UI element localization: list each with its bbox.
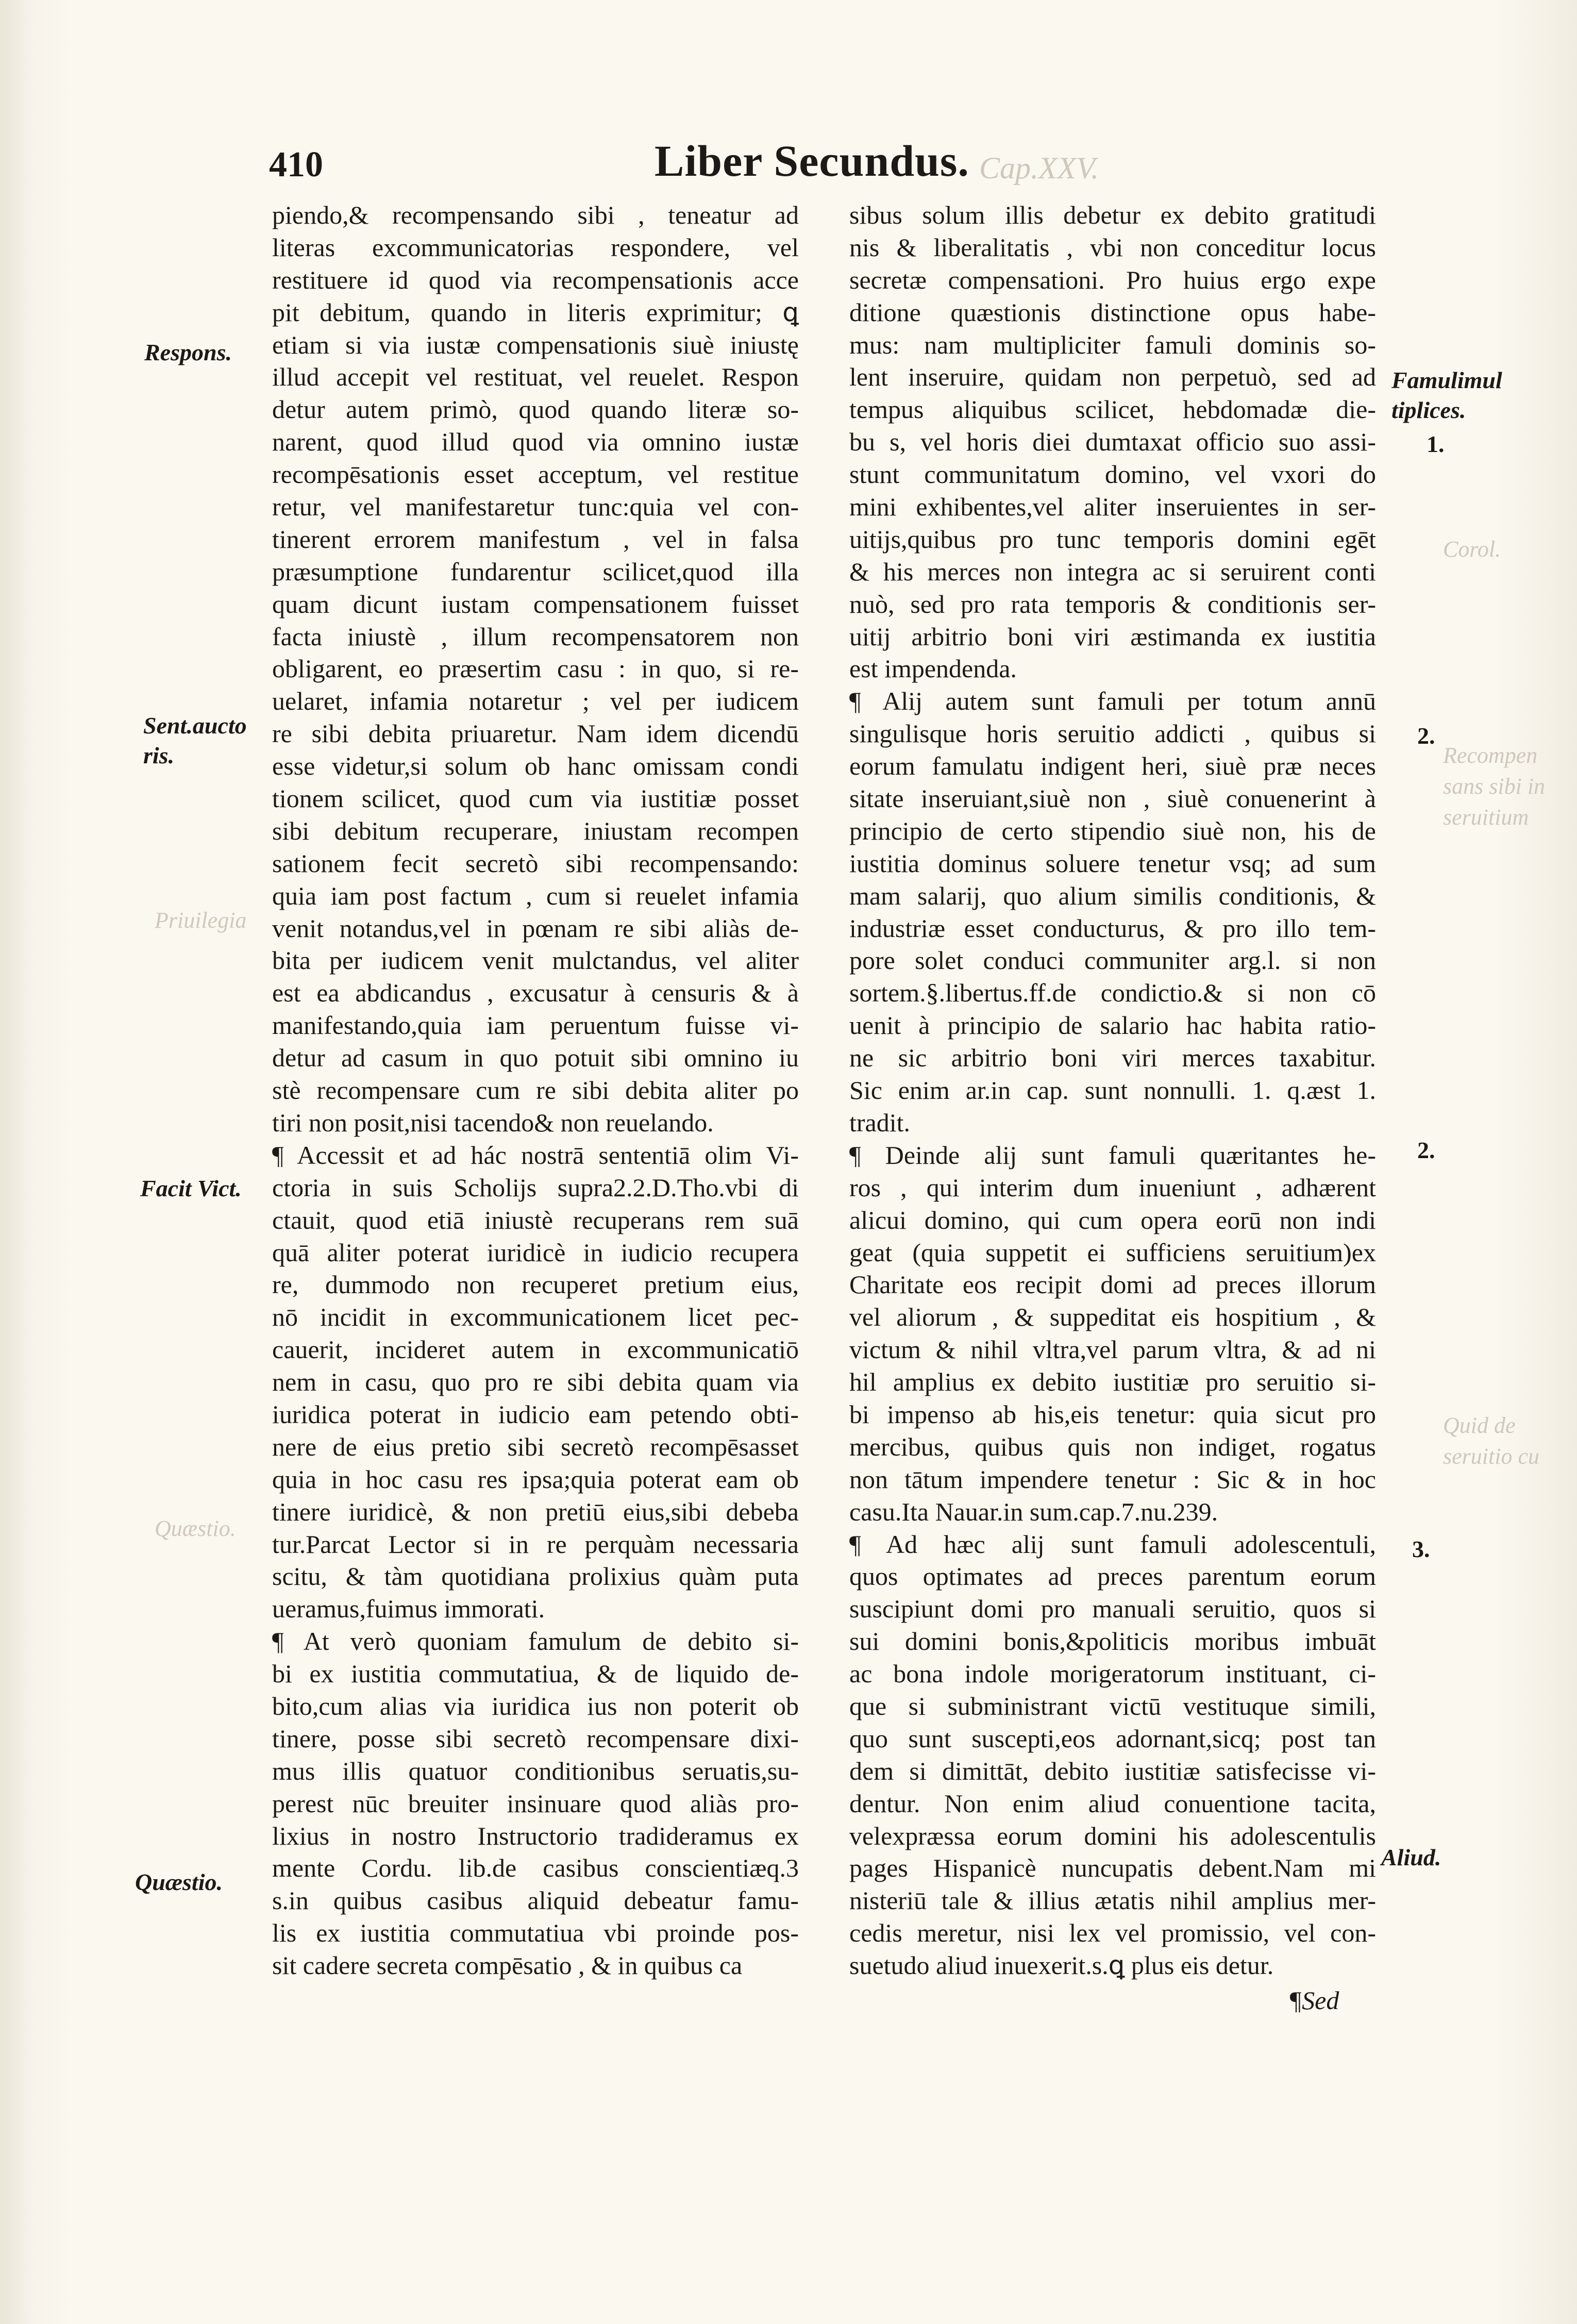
text-line: stunt communitatum domino, vel vxori do <box>849 460 1376 489</box>
text-line: non tātum impendere tenetur : Sic & in hoc <box>849 1464 1376 1494</box>
folio-number: 410 <box>269 145 323 185</box>
margin-note-quaestio: Quæstio. <box>135 1869 223 1895</box>
text-line: retur, vel manifestaretur tunc:quia vel con- <box>272 492 799 522</box>
text-line: re sibi debita priuaretur. Nam idem dicendū <box>272 719 799 748</box>
text-line: ne sic arbitrio boni viri merces taxabitur. <box>849 1043 1376 1073</box>
text-line: quo sunt suscepti,eos adornant,sicq; post tan <box>849 1724 1376 1753</box>
text-line: pore solet conduci communiter arg.l. si non <box>849 946 1376 975</box>
margin-note-sent-auctoris: Sent.aucto <box>143 712 247 739</box>
text-line: sationem fecit secretò sibi recompensando: <box>272 848 799 878</box>
text-line: mercibus, quibus quis non indiget, rogatus <box>849 1432 1376 1461</box>
margin-note-respons: Respons. <box>144 339 232 365</box>
text-line: recompēsationis esset acceptum, vel restitue <box>272 460 799 489</box>
text-line: quos optimates ad preces parentum eorum <box>849 1562 1376 1591</box>
text-line: dentur. Non enim aliud conuentione tacita, <box>849 1788 1376 1818</box>
running-title: Liber Secundus. <box>655 136 969 186</box>
text-line: lent inseruire, quidam non perpetuò, sed ad <box>849 362 1376 392</box>
text-line: lis ex iustitia commutatiua vbi proinde pos- <box>272 1918 799 1948</box>
margin-note-famuli: Famulimul <box>1391 367 1502 393</box>
text-line: uenit à principio de salario hac habita ratio- <box>849 1011 1376 1040</box>
text-line: tionem scilicet, quod cum via iustitiæ posset <box>272 784 799 813</box>
text-line: victum & nihil vltra,vel parum vltra, & ad ni <box>849 1335 1376 1364</box>
text-line: tinerent errorem manifestum , vel in falsa <box>272 524 799 554</box>
text-line: bu s, vel horis diei dumtaxat officio suo assi- <box>849 427 1376 457</box>
text-line: sibi debitum recuperare, iniustam recompen <box>272 816 799 845</box>
text-line: nō incidit in excommunicationem licet pec- <box>272 1302 799 1332</box>
text-line: tur.Parcat Lector si in re perquàm necessaria <box>272 1529 799 1559</box>
text-line: præsumptione fundarentur scilicet,quod illa <box>272 557 799 586</box>
text-line: ctoria in suis Scholijs supra2.2.D.Tho.vbi di <box>272 1173 799 1202</box>
text-line: mini exhibentes,vel aliter inseruientes in ser- <box>849 492 1376 522</box>
margin-number-2: 2. <box>1417 723 1435 749</box>
text-line: cedis meretur, nisi lex vel promissio, vel con- <box>849 1918 1376 1948</box>
text-line: sitate inseruiant,siuè non , siuè conuenerint à <box>849 784 1376 813</box>
text-line: venit notandus,vel in pœnam re sibi aliàs de- <box>272 913 799 943</box>
text-line: tinere, posse sibi secretò recompensare dixi- <box>272 1724 799 1753</box>
bleed-through: Corol. <box>1443 537 1501 562</box>
margin-note-facit-vict: Facit Vict. <box>140 1175 242 1201</box>
text-line: esse videtur,si solum ob hanc omissam condi <box>272 751 799 781</box>
right-text-column <box>849 199 1376 1982</box>
bleed-through: Cap.XXV. <box>979 151 1099 185</box>
text-line: est ea abdicandus , excusatur à censuris & à <box>272 978 799 1008</box>
text-line: Charitate eos recipit domi ad preces illorum <box>849 1270 1376 1299</box>
text-line: tiri non posit,nisi tacendo& non reuelando. <box>272 1108 714 1137</box>
text-line: iustitia dominus soluere tenetur vsq; ad sum <box>849 848 1376 878</box>
text-line: nere de eius pretio sibi secretò recompēsasset <box>272 1432 799 1461</box>
text-line: sit cadere secreta compēsatio , & in quibus ca <box>272 1951 743 1980</box>
margin-note-famuli-cont: tiplices. <box>1391 397 1466 423</box>
text-line: uitijs,quibus pro tunc temporis domini egēt <box>849 524 1376 554</box>
text-line: facta iniustè , illum recompensatorem non <box>272 622 799 651</box>
text-line: ditione quæstionis distinctione opus habe- <box>849 297 1376 327</box>
text-line: literas excommunicatorias respondere, vel <box>272 232 799 262</box>
text-line: uelaret, infamia notaretur ; vel per iudicem <box>272 687 799 716</box>
text-line: suetudo aliud inuexerit.s.ꝗ plus eis detur. <box>849 1951 1274 1980</box>
catchword: ¶Sed <box>1288 1986 1339 2015</box>
text-line: ros , qui interim dum inueniunt , adhærent <box>849 1173 1376 1202</box>
text-line: ueramus,fuimus immorati. <box>272 1594 545 1624</box>
text-line: casu.Ita Nauar.in sum.cap.7.nu.239. <box>849 1497 1218 1526</box>
text-line: nuò, sed pro rata temporis & conditionis ser- <box>849 589 1376 618</box>
text-line: tinere iuridicè, & non pretiū eius,sibi debeba <box>272 1497 799 1526</box>
text-line: ¶ Accessit et ad hác nostrā sententiā olim Vi- <box>272 1140 799 1169</box>
text-line: mam salarij, quo alium similis conditionis, & <box>849 881 1376 910</box>
text-line: perest nūc breuiter insinuare quod aliàs pro- <box>272 1788 799 1818</box>
text-line: illud accepit vel restituat, vel reuelet. Respon <box>272 362 799 392</box>
text-line: quā aliter poterat iuridicè in iudicio recupera <box>272 1238 799 1267</box>
text-line: alicui domino, qui cum opera eorū non indi <box>849 1205 1376 1234</box>
text-line: bita per iudicem venit mulctandus, vel aliter <box>272 946 799 975</box>
text-line: detur autem primò, quod quando literæ so- <box>272 395 799 424</box>
text-line: ¶ Ad hæc alij sunt famuli adolescentuli, <box>849 1529 1376 1559</box>
text-line: manifestando,quia iam peruentum fuisse vi- <box>272 1011 799 1040</box>
margin-note-aliud: Aliud. <box>1381 1844 1441 1870</box>
text-line: pages Hispanicè nuncupatis debent.Nam mi <box>849 1853 1376 1883</box>
text-line: nem in casu, quo pro re sibi debita quam via <box>272 1367 799 1397</box>
text-line: uitij arbitrio boni viri æstimanda ex iustitia <box>849 622 1376 651</box>
text-line: stè recompensare cum re sibi debita aliter po <box>272 1076 799 1105</box>
text-line: sibus solum illis debetur ex debito gratitudi <box>849 200 1376 229</box>
margin-number-4: 3. <box>1412 1536 1430 1562</box>
text-line: scitu, & tàm quotidiana prolixius quàm puta <box>272 1562 799 1591</box>
bleed-through: Recompen <box>1443 743 1538 768</box>
text-line: narent, quod illud quod via omnino iustæ <box>272 427 799 457</box>
text-line: mus: nam multipliciter famuli dominis so- <box>849 330 1376 359</box>
bleed-through: seruitio cu <box>1443 1444 1539 1469</box>
text-line: suscipiunt domi pro manuali seruitio, quos si <box>849 1594 1376 1624</box>
text-line: ctauit, quod etiā iniustè recuperans rem suā <box>272 1205 799 1234</box>
text-line: ¶ Deinde alij sunt famuli quæritantes he- <box>849 1140 1376 1169</box>
bleed-through: Quid de <box>1443 1413 1516 1438</box>
text-line: bi ex iustitia commutatiua, & de liquido de- <box>272 1659 799 1688</box>
text-line: bito,cum alias via iuridica ius non poterit ob <box>272 1691 799 1720</box>
text-line: piendo,& recompensando sibi , teneatur ad <box>272 200 799 229</box>
text-line: est impendenda. <box>849 654 1017 683</box>
text-line: re, dummodo non recuperet pretium eius, <box>272 1270 799 1299</box>
text-line: mus illis quatuor conditionibus seruatis,su- <box>272 1756 799 1785</box>
text-line: eorum famulatu indigent heri, siuè præ neces <box>849 751 1376 781</box>
text-line: principio de certo stipendio siuè non, his de <box>849 816 1376 845</box>
text-line: detur ad casum in quo potuit sibi omnino iu <box>272 1043 799 1073</box>
text-line: velexpræssa eorum domini his adolescentulis <box>849 1821 1376 1850</box>
text-line: pit debitum, quando in literis exprimitur; ꝗ <box>272 297 799 327</box>
text-line: nis & liberalitatis , vbi non conceditur locus <box>849 232 1376 262</box>
margin-note-sent-auctoris-cont: ris. <box>143 742 175 768</box>
text-line: tradit. <box>849 1108 911 1137</box>
bleed-through: Priuilegia <box>155 908 247 933</box>
margin-number-3: 2. <box>1417 1137 1435 1163</box>
text-line: quia in hoc casu res ipsa;quia poterat eam ob <box>272 1464 799 1494</box>
text-line: quam dicunt iustam compensationem fuisset <box>272 589 799 618</box>
text-line: quia iam post factum , cum si reuelet infamia <box>272 881 799 910</box>
bleed-through: seruitium <box>1443 805 1529 830</box>
text-line: dem si dimittāt, debito iustitiæ satisfecisse vi- <box>849 1756 1376 1785</box>
text-line: bi impenso ab his,eis tenetur: quia sicut pro <box>849 1399 1376 1429</box>
text-line: ¶ At verò quoniam famulum de debito si- <box>272 1627 799 1656</box>
text-line: mente Cordu. lib.de casibus conscientiæq.3 <box>272 1853 799 1883</box>
text-line: tempus aliquibus scilicet, hebdomadæ die- <box>849 395 1376 424</box>
text-line: vel aliorum , & suppeditat eis hospitium , & <box>849 1302 1376 1332</box>
text-line: s.in quibus casibus aliquid debeatur famu- <box>272 1886 799 1915</box>
text-line: industriæ esset conducturus, & pro illo tem- <box>849 913 1376 943</box>
page-header <box>0 135 1577 192</box>
text-line: hil amplius ex debito iustitiæ pro seruitio si- <box>849 1367 1376 1397</box>
text-line: sortem.§.libertus.ff.de condictio.& si non cō <box>849 978 1376 1008</box>
text-line: restituere id quod via recompensationis acce <box>272 265 799 294</box>
margin-number-1: 1. <box>1427 431 1445 457</box>
left-text-column <box>272 199 799 1982</box>
bleed-through: Quæstio. <box>155 1516 236 1541</box>
text-line: nisteriū tale & illius ætatis nihil amplius mer- <box>849 1886 1376 1915</box>
text-line: singulisque horis seruitio addicti , quibus si <box>849 719 1376 748</box>
text-line: sui domini bonis,&politicis moribus imbuāt <box>849 1627 1376 1656</box>
text-line: etiam si via iustæ compensationis siuè iniustę <box>272 330 799 359</box>
text-line: iuridica poterat in iudicio eam petendo obti- <box>272 1399 799 1429</box>
text-line: Sic enim ar.in cap. sunt nonnulli. 1. q.æst 1. <box>849 1076 1376 1105</box>
text-line: & his merces non integra ac si seruirent conti <box>849 557 1376 586</box>
text-line: lixius in nostro Instructorio tradideramus ex <box>272 1821 799 1850</box>
text-line: secretæ compensationi. Pro huius ergo expe <box>849 265 1376 294</box>
text-line: geat (quia suppetit ei sufficiens seruitium)ex <box>849 1238 1376 1267</box>
text-line: ac bona indole morigeratorum instituant, ci- <box>849 1659 1376 1688</box>
text-line: cauerit, incideret autem in excommunicatiō <box>272 1335 799 1364</box>
text-line: que si subministrant victū vestituque simili, <box>849 1691 1376 1720</box>
bleed-through: sans sibi in <box>1443 774 1546 799</box>
text-line: obligarent, eo præsertim casu : in quo, si re- <box>272 654 799 683</box>
text-line: ¶ Alij autem sunt famuli per totum annū <box>849 687 1376 716</box>
